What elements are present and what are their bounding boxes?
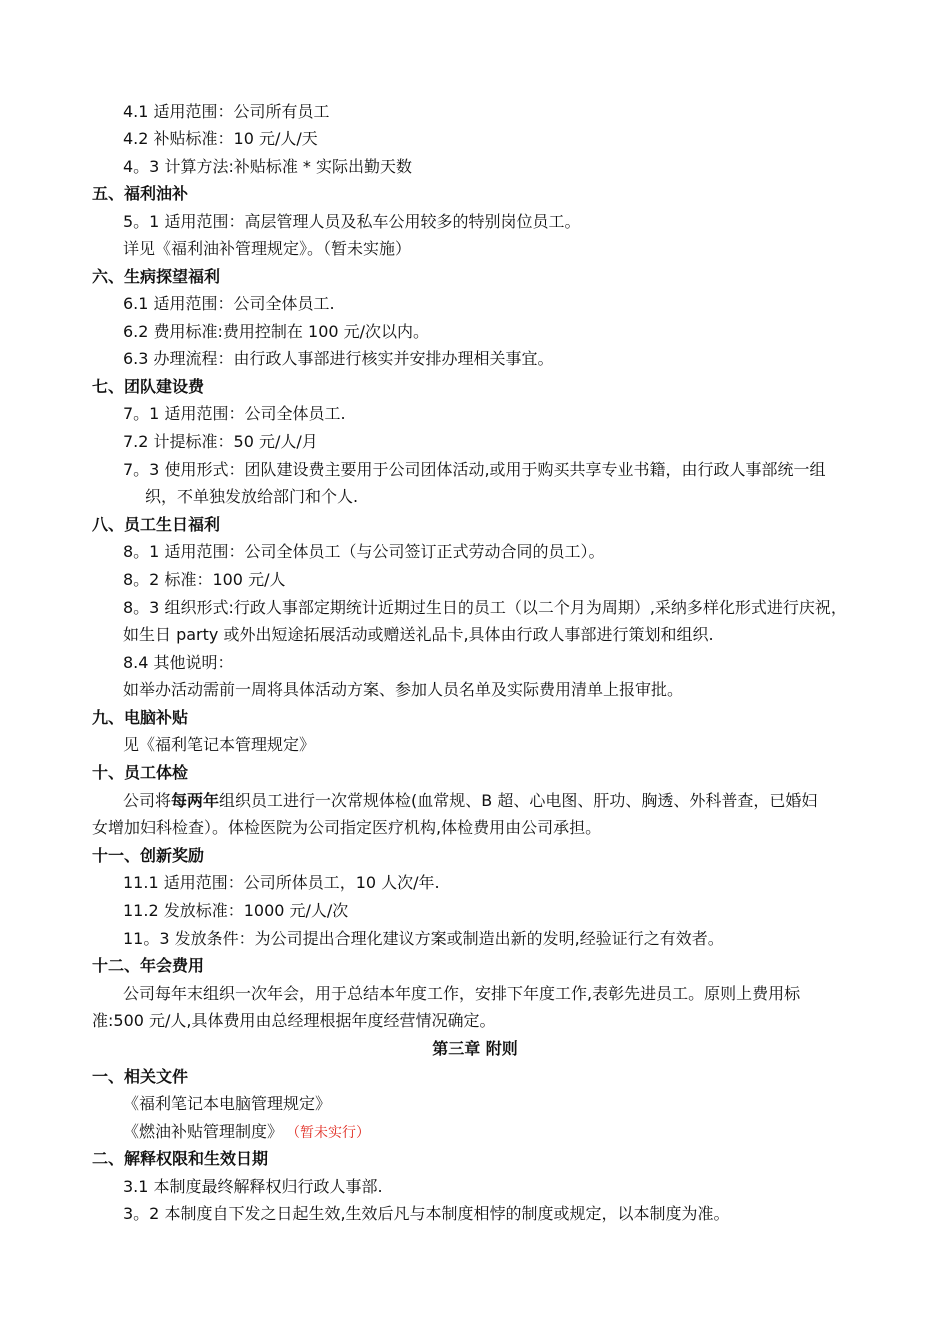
chapter-title: 第三章 附则 <box>432 1039 518 1058</box>
text-line <box>123 1122 370 1143</box>
text-run: 《燃油补贴管理制度》 <box>123 1122 284 1141</box>
note-text: （暂未实行） <box>293 1125 371 1141</box>
section-heading: 十一、创新奖励 <box>92 846 205 865</box>
section-heading: 一、相关文件 <box>92 1067 189 1086</box>
text-line: 4.2 补贴标准：10 元/人/天 <box>123 129 318 148</box>
text-line: 7。1 适用范围：公司全体员工. <box>123 404 346 423</box>
section-heading: 七、团队建设费 <box>92 377 205 396</box>
text-run: 公司将 <box>123 791 172 810</box>
bold-text-run: 每两年 <box>171 791 220 810</box>
text-line: 8.4 其他说明： <box>123 653 234 672</box>
section-heading: 五、福利油补 <box>92 184 189 203</box>
text-line: 3.1 本制度最终解释权归行政人事部. <box>123 1177 383 1196</box>
text-line: 8。3 组织形式:行政人事部定期统计近期过生日的员工（以二个月为周期）,采纳多样化形式进行庆祝， <box>123 598 847 617</box>
text-line: 7。3 使用形式：团队建设费主要用于公司团体活动,或用于购买共享专业书籍，由行政人事部统一组 <box>123 460 826 479</box>
text-line: 见《福利笔记本管理规定》 <box>123 735 316 754</box>
text-line: 8。2 标准：100 元/人 <box>123 570 286 589</box>
section-heading: 九、电脑补贴 <box>92 708 189 727</box>
text-line: 织，不单独发放给部门和个人. <box>145 487 359 506</box>
text-line: 4.1 适用范围：公司所有员工 <box>123 102 330 121</box>
text-line: 详见《福利油补管理规定》。（暂未实施） <box>123 239 412 258</box>
text-line: 女增加妇科检查）。体检医院为公司指定医疗机构,体检费用由公司承担。 <box>92 818 602 837</box>
text-line: 《福利笔记本电脑管理规定》 <box>123 1094 332 1113</box>
text-line: 5。1 适用范围：高层管理人员及私车公用较多的特别岗位员工。 <box>123 212 581 231</box>
text-line: 公司每年末组织一次年会，用于总结本年度工作，安排下年度工作,表彰先进员工。原则上费用标 <box>123 984 801 1003</box>
text-line <box>123 791 817 811</box>
text-line: 3。2 本制度自下发之日起生效,生效后凡与本制度相悖的制度或规定，以本制度为准。 <box>123 1204 730 1223</box>
section-heading: 十二、年会费用 <box>92 956 205 975</box>
text-line: 6.3 办理流程：由行政人事部进行核实并安排办理相关事宜。 <box>123 349 554 368</box>
section-heading: 六、生病探望福利 <box>92 267 221 286</box>
text-line: 11.2 发放标准：1000 元/人/次 <box>123 901 349 920</box>
text-line: 如生日 party 或外出短途拓展活动或赠送礼品卡,具体由行政人事部进行策划和组织. <box>123 625 714 644</box>
text-run: 组织员工进行一次常规体检(血常规、B 超、心电图、肝功、胸透、外科普查，已婚妇 <box>219 791 818 810</box>
text-line: 6.1 适用范围：公司全体员工. <box>123 294 335 313</box>
text-line: 11.1 适用范围：公司所体员工，10 人次/年. <box>123 873 440 892</box>
section-heading: 八、员工生日福利 <box>92 515 221 534</box>
text-line: 7.2 计提标准：50 元/人/月 <box>123 432 318 451</box>
text-line: 11。3 发放条件：为公司提出合理化建议方案或制造出新的发明,经验证行之有效者。 <box>123 929 724 948</box>
text-line: 如举办活动需前一周将具体活动方案、参加人员名单及实际费用清单上报审批。 <box>123 680 684 699</box>
text-line: 8。1 适用范围：公司全体员工（与公司签订正式劳动合同的员工）。 <box>123 542 605 561</box>
text-line: 4。3 计算方法:补贴标准 * 实际出勤天数 <box>123 157 413 176</box>
section-heading: 二、解释权限和生效日期 <box>92 1149 269 1168</box>
section-heading: 十、员工体检 <box>92 763 189 782</box>
text-line: 6.2 费用标准:费用控制在 100 元/次以内。 <box>123 322 430 341</box>
text-line: 准:500 元/人,具体费用由总经理根据年度经营情况确定。 <box>92 1011 496 1030</box>
